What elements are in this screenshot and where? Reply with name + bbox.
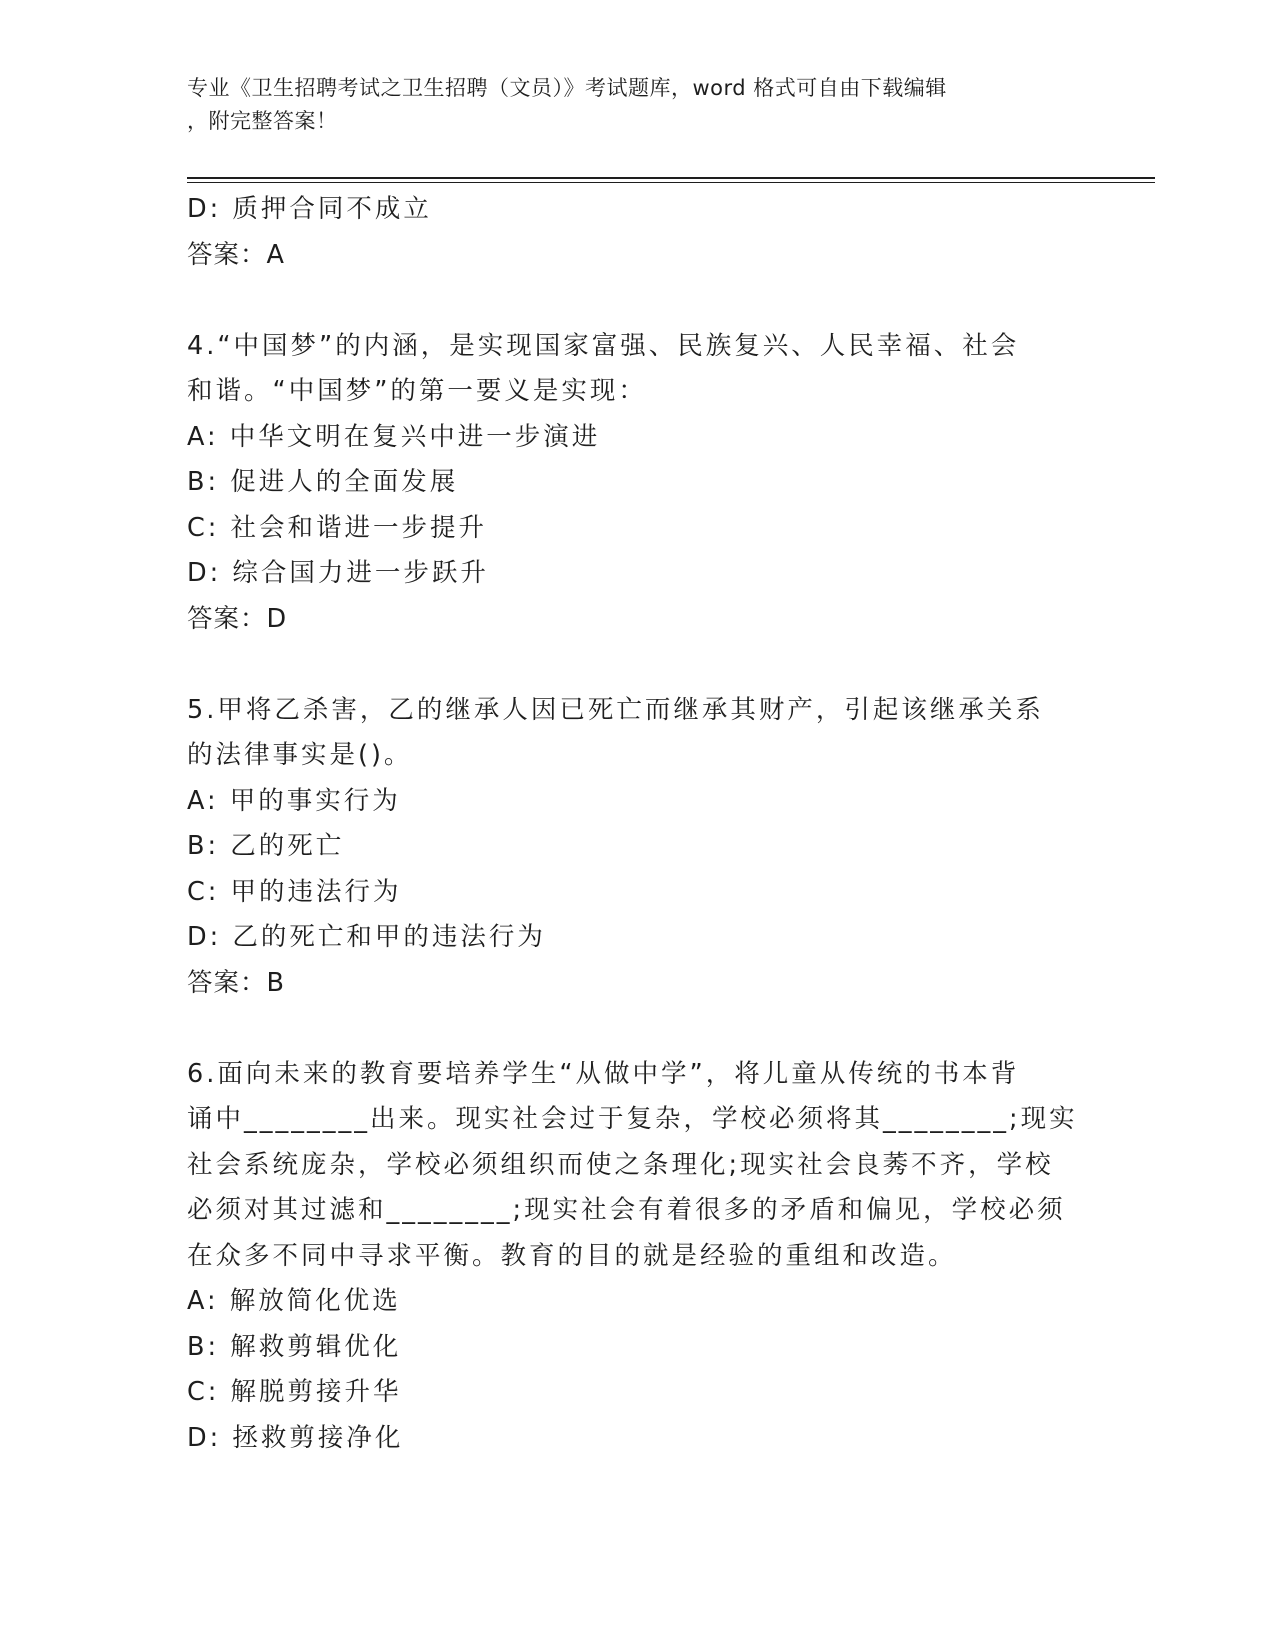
header-line-1: 专业《卫生招聘考试之卫生招聘（文员）》考试题库，word 格式可自由下载编辑 [187,76,947,100]
question-4 [187,324,1087,643]
q5-stem-line-2: 的法律事实是()。 [187,740,413,770]
q6-option-c: C: 解脱剪接升华 [187,1377,402,1407]
q6-stem-line-2: 诵中________出来。现实社会过于复杂，学校必须将其________;现实 [187,1104,1078,1134]
q3-answer: 答案：A [187,239,285,270]
q5-stem-line-1: 5.甲将乙杀害，乙的继承人因已死亡而继承其财产，引起该继承关系 [187,694,1044,725]
question-content [187,187,1087,1461]
q4-answer: 答案：D [187,603,288,634]
q4-option-c: C: 社会和谐进一步提升 [187,512,488,543]
header-line-2: ，附完整答案！ [187,109,338,133]
q6-stem-line-5: 在众多不同中寻求平衡。教育的目的就是经验的重组和改造。 [187,1240,957,1271]
q6-option-a: A: 解放简化优选 [187,1286,401,1316]
q6-option-d: D: 拯救剪接净化 [187,1422,404,1453]
q4-option-d: D: 综合国力进一步跃升 [187,558,489,588]
q5-option-a: A: 甲的事实行为 [187,785,401,816]
q5-option-d: D: 乙的死亡和甲的违法行为 [187,922,546,952]
question-3-tail [187,187,1087,278]
q6-stem-line-4: 必须对其过滤和________;现实社会有着很多的矛盾和偏见，学校必须 [187,1195,1066,1225]
question-5 [187,688,1087,1007]
q5-option-b: B: 乙的死亡 [187,831,345,861]
q4-stem-line-1: 4.“中国梦”的内涵，是实现国家富强、民族复兴、人民幸福、社会 [187,330,1020,361]
page-header [187,72,1067,138]
spacer [187,642,1087,688]
header-divider-thin [187,182,1155,183]
q4-stem-line-2: 和谐。“中国梦”的第一要义是实现： [187,376,647,406]
q6-stem-line-3: 社会系统庞杂，学校必须组织而使之条理化;现实社会良莠不齐，学校 [187,1149,1054,1180]
header-divider-thick [187,177,1155,179]
q4-option-a: A: 中华文明在复兴中进一步演进 [187,421,601,452]
q6-option-b: B: 解救剪辑优化 [187,1331,402,1362]
q5-answer: 答案：B [187,967,285,998]
q3-option-d: D: 质押合同不成立 [187,194,432,224]
spacer [187,278,1087,324]
q5-option-c: C: 甲的违法行为 [187,876,402,907]
q4-option-b: B: 促进人的全面发展 [187,467,459,497]
spacer [187,1006,1087,1052]
question-6 [187,1052,1087,1462]
q6-stem-line-1: 6.面向未来的教育要培养学生“从做中学”，将儿童从传统的书本背 [187,1058,1020,1089]
